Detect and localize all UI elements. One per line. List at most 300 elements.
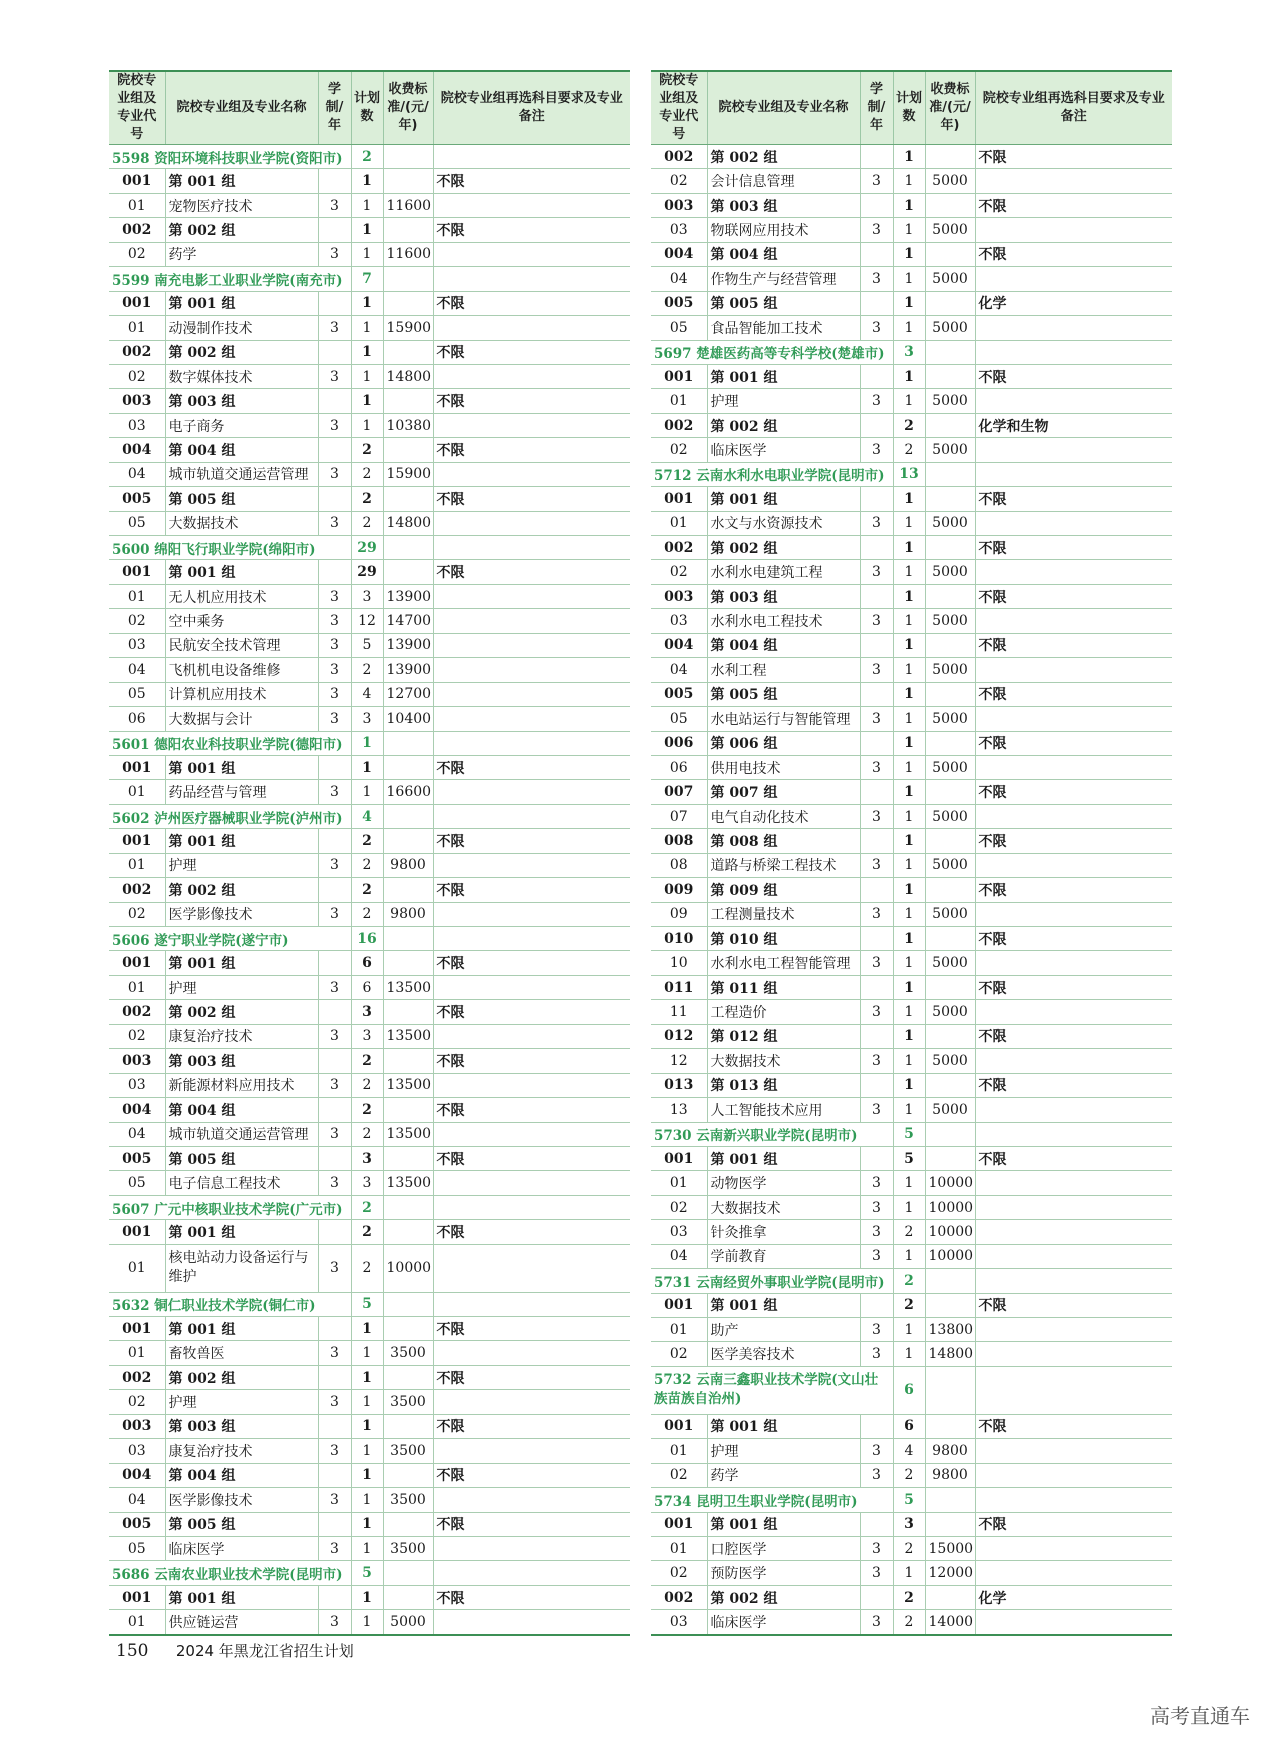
note-cell [433, 242, 630, 266]
major-row [109, 242, 630, 266]
major-row [651, 560, 1172, 584]
major-name: 医学美容技术 [707, 1342, 860, 1366]
header-code: 院校专业组及专业代号 [109, 71, 165, 145]
plan-count: 2 [351, 853, 383, 877]
major-row [651, 755, 1172, 779]
code-cell: 002 [109, 1365, 165, 1389]
years-cell: 3 [318, 707, 351, 731]
years-cell: 3 [318, 1610, 351, 1635]
years-cell: 3 [318, 975, 351, 999]
years-cell [860, 364, 893, 388]
years-cell [860, 682, 893, 706]
code-cell: 02 [651, 560, 707, 584]
plan-count: 1 [893, 560, 925, 584]
fee-cell [925, 462, 975, 486]
note-cell [975, 560, 1172, 584]
fee-cell [383, 1561, 433, 1585]
note-cell: 不限 [975, 242, 1172, 266]
note-cell [433, 902, 630, 926]
plan-count: 1 [351, 242, 383, 266]
years-cell [860, 1414, 893, 1438]
note-cell [975, 511, 1172, 535]
group-row [651, 927, 1172, 951]
code-cell: 01 [651, 1439, 707, 1463]
fee-cell [383, 169, 433, 193]
code-cell: 005 [109, 487, 165, 511]
years-cell: 3 [318, 633, 351, 657]
major-row [651, 218, 1172, 242]
years-cell: 3 [860, 1195, 893, 1219]
code-cell: 002 [109, 878, 165, 902]
group-name: 第 003 组 [165, 1414, 318, 1438]
years-cell [860, 413, 893, 437]
years-cell: 3 [318, 584, 351, 608]
note-cell [433, 609, 630, 633]
group-row [109, 291, 630, 315]
major-row [109, 511, 630, 535]
fee-cell: 5000 [925, 1000, 975, 1024]
plan-count: 1 [351, 364, 383, 388]
note-cell: 不限 [975, 193, 1172, 217]
group-name: 第 001 组 [707, 1512, 860, 1536]
note-cell [975, 1171, 1172, 1195]
major-name: 核电站动力设备运行与维护 [165, 1244, 318, 1292]
major-name: 计算机应用技术 [165, 682, 318, 706]
years-cell: 3 [860, 902, 893, 926]
institution-name: 5606 遂宁职业学院(遂宁市) [109, 927, 351, 951]
note-cell: 不限 [433, 1049, 630, 1073]
group-name: 第 001 组 [165, 829, 318, 853]
institution-row [109, 731, 630, 755]
plan-count: 2 [351, 902, 383, 926]
fee-cell: 5000 [383, 1610, 433, 1635]
group-name: 第 002 组 [165, 1365, 318, 1389]
plan-count: 1 [351, 340, 383, 364]
note-cell: 不限 [433, 1512, 630, 1536]
plan-count: 29 [351, 560, 383, 584]
group-row [651, 1073, 1172, 1097]
major-row [651, 1342, 1172, 1366]
plan-count: 1 [893, 707, 925, 731]
major-name: 水利工程 [707, 658, 860, 682]
years-cell: 3 [860, 1439, 893, 1463]
plan-count: 1 [893, 975, 925, 999]
years-cell [318, 1000, 351, 1024]
fee-cell: 13900 [383, 633, 433, 657]
major-row [109, 1171, 630, 1195]
major-name: 康复治疗技术 [165, 1024, 318, 1048]
fee-cell: 5000 [925, 1098, 975, 1122]
note-cell: 不限 [433, 1365, 630, 1389]
group-row [651, 1024, 1172, 1048]
plan-count: 3 [351, 584, 383, 608]
major-row [109, 1341, 630, 1365]
major-row [109, 633, 630, 657]
institution-row [109, 145, 630, 169]
fee-cell: 5000 [925, 267, 975, 291]
fee-cell [925, 242, 975, 266]
note-cell [975, 609, 1172, 633]
note-cell [433, 1024, 630, 1048]
years-cell: 3 [860, 218, 893, 242]
major-name: 物联网应用技术 [707, 218, 860, 242]
plan-count: 1 [351, 193, 383, 217]
note-cell: 不限 [975, 1512, 1172, 1536]
institution-name: 5599 南充电影工业职业学院(南充市) [109, 267, 351, 291]
years-cell: 3 [860, 316, 893, 340]
note-cell [975, 1122, 1172, 1146]
institution-name: 5607 广元中核职业技术学院(广元市) [109, 1195, 351, 1219]
institution-row [651, 1269, 1172, 1293]
note-cell: 不限 [975, 927, 1172, 951]
group-name: 第 002 组 [165, 1000, 318, 1024]
code-cell: 01 [109, 1610, 165, 1635]
note-cell [433, 145, 630, 169]
major-name: 电子信息工程技术 [165, 1171, 318, 1195]
group-name: 第 002 组 [165, 340, 318, 364]
years-cell: 3 [860, 1561, 893, 1585]
fee-cell: 16600 [383, 780, 433, 804]
code-cell: 001 [109, 1585, 165, 1609]
plan-count: 1 [351, 1536, 383, 1560]
group-row [109, 389, 630, 413]
plan-count: 2 [351, 487, 383, 511]
years-cell: 3 [860, 1171, 893, 1195]
major-row [109, 193, 630, 217]
note-cell [433, 1073, 630, 1097]
code-cell: 01 [651, 389, 707, 413]
major-row [109, 462, 630, 486]
code-cell: 03 [651, 218, 707, 242]
major-name: 电气自动化技术 [707, 804, 860, 828]
years-cell: 3 [318, 780, 351, 804]
major-name: 宠物医疗技术 [165, 193, 318, 217]
note-cell [433, 658, 630, 682]
institution-name: 5632 铜仁职业技术学院(铜仁市) [109, 1292, 351, 1316]
group-row [109, 560, 630, 584]
code-cell: 01 [109, 853, 165, 877]
fee-cell: 9800 [383, 902, 433, 926]
plan-count: 1 [893, 242, 925, 266]
fee-cell [383, 145, 433, 169]
years-cell [318, 1220, 351, 1244]
group-name: 第 008 组 [707, 829, 860, 853]
plan-count: 1 [893, 1000, 925, 1024]
code-cell: 02 [651, 1463, 707, 1487]
note-cell: 不限 [433, 218, 630, 242]
fee-cell [925, 584, 975, 608]
group-name: 第 001 组 [165, 755, 318, 779]
major-name: 大数据与会计 [165, 707, 318, 731]
major-row [109, 1390, 630, 1414]
plan-count: 1 [893, 389, 925, 413]
note-cell [975, 1244, 1172, 1268]
group-row [651, 584, 1172, 608]
code-cell: 002 [651, 536, 707, 560]
group-row [651, 536, 1172, 560]
major-name: 新能源材料应用技术 [165, 1073, 318, 1097]
fee-cell: 13500 [383, 975, 433, 999]
plan-count: 2 [893, 1463, 925, 1487]
plan-count: 1 [893, 218, 925, 242]
years-cell: 3 [860, 1220, 893, 1244]
institution-row [651, 462, 1172, 486]
major-row [651, 1463, 1172, 1487]
group-row [109, 1049, 630, 1073]
table-body [651, 145, 1172, 1635]
code-cell: 05 [109, 1536, 165, 1560]
major-row [651, 1098, 1172, 1122]
code-cell: 07 [651, 804, 707, 828]
fee-cell [383, 951, 433, 975]
years-cell [318, 487, 351, 511]
plan-count: 4 [351, 682, 383, 706]
fee-cell: 5000 [925, 902, 975, 926]
code-cell: 01 [651, 1318, 707, 1342]
fee-cell: 10000 [383, 1244, 433, 1292]
years-cell: 3 [860, 1318, 893, 1342]
major-name: 药学 [165, 242, 318, 266]
plan-count: 3 [893, 1512, 925, 1536]
institution-name: 5731 云南经贸外事职业学院(昆明市) [651, 1269, 893, 1293]
group-name: 第 001 组 [707, 364, 860, 388]
note-cell: 不限 [975, 1146, 1172, 1170]
plan-count: 1 [893, 804, 925, 828]
years-cell: 3 [318, 1024, 351, 1048]
fee-cell [383, 878, 433, 902]
note-cell [975, 707, 1172, 731]
group-row [109, 951, 630, 975]
plan-count: 3 [351, 1000, 383, 1024]
note-cell [975, 853, 1172, 877]
note-cell [975, 218, 1172, 242]
group-name: 第 010 组 [707, 927, 860, 951]
group-row [109, 169, 630, 193]
major-row [651, 853, 1172, 877]
note-cell [433, 584, 630, 608]
code-cell: 002 [651, 145, 707, 169]
fee-cell: 13500 [383, 1122, 433, 1146]
group-name: 第 003 组 [165, 389, 318, 413]
plan-count: 1 [893, 193, 925, 217]
note-cell: 不限 [975, 975, 1172, 999]
major-name: 口腔医学 [707, 1536, 860, 1560]
major-row [109, 584, 630, 608]
plan-count: 1 [351, 1585, 383, 1609]
major-row [651, 707, 1172, 731]
institution-name: 5600 绵阳飞行职业学院(绵阳市) [109, 536, 351, 560]
note-cell [433, 462, 630, 486]
major-row [109, 413, 630, 437]
plan-count: 1 [351, 291, 383, 315]
fee-cell [383, 1146, 433, 1170]
group-name: 第 005 组 [165, 1512, 318, 1536]
note-cell: 不限 [433, 1098, 630, 1122]
group-row [651, 193, 1172, 217]
major-name: 飞机机电设备维修 [165, 658, 318, 682]
code-cell: 11 [651, 1000, 707, 1024]
code-cell: 012 [651, 1024, 707, 1048]
years-cell [860, 242, 893, 266]
fee-cell: 14800 [383, 511, 433, 535]
note-cell: 不限 [433, 1220, 630, 1244]
group-row [109, 1512, 630, 1536]
years-cell: 3 [860, 658, 893, 682]
note-cell [433, 1244, 630, 1292]
plan-count: 1 [893, 1098, 925, 1122]
page-number: 150 [116, 1641, 149, 1661]
code-cell: 003 [109, 389, 165, 413]
plan-count: 2 [351, 1244, 383, 1292]
note-cell: 化学 [975, 1585, 1172, 1609]
plan-count: 1 [893, 511, 925, 535]
plan-count: 1 [893, 1195, 925, 1219]
note-cell: 不限 [433, 1146, 630, 1170]
note-cell: 化学和生物 [975, 413, 1172, 437]
fee-cell: 15900 [383, 316, 433, 340]
fee-cell [383, 804, 433, 828]
major-name: 临床医学 [707, 438, 860, 462]
years-cell: 3 [318, 1244, 351, 1292]
code-cell: 001 [109, 1317, 165, 1341]
major-row [651, 1561, 1172, 1585]
fee-cell: 5000 [925, 707, 975, 731]
major-name: 动漫制作技术 [165, 316, 318, 340]
code-cell: 005 [651, 291, 707, 315]
note-cell: 不限 [975, 1293, 1172, 1317]
note-cell [433, 633, 630, 657]
group-name: 第 001 组 [707, 1414, 860, 1438]
institution-row [109, 927, 630, 951]
fee-cell: 5000 [925, 169, 975, 193]
plan-count: 2 [893, 1293, 925, 1317]
code-cell: 05 [651, 707, 707, 731]
plan-count: 2 [893, 1610, 925, 1635]
plan-count: 2 [893, 413, 925, 437]
years-cell: 3 [860, 1000, 893, 1024]
note-cell: 不限 [433, 389, 630, 413]
years-cell [318, 169, 351, 193]
institution-row [651, 1122, 1172, 1146]
plan-count: 6 [351, 951, 383, 975]
code-cell: 06 [651, 755, 707, 779]
group-name: 第 004 组 [707, 242, 860, 266]
note-cell [433, 364, 630, 388]
note-cell [433, 1390, 630, 1414]
group-row [651, 975, 1172, 999]
note-cell [975, 438, 1172, 462]
years-cell [318, 1414, 351, 1438]
fee-cell: 13900 [383, 584, 433, 608]
years-cell [860, 1146, 893, 1170]
note-cell [433, 804, 630, 828]
fee-cell [925, 145, 975, 169]
group-name: 第 002 组 [707, 413, 860, 437]
major-name: 大数据技术 [165, 511, 318, 535]
note-cell [975, 902, 1172, 926]
major-row [651, 511, 1172, 535]
institution-row [109, 1561, 630, 1585]
code-cell: 01 [109, 975, 165, 999]
plan-count: 1 [351, 1463, 383, 1487]
note-cell [975, 389, 1172, 413]
fee-cell [925, 633, 975, 657]
note-cell [433, 1561, 630, 1585]
fee-cell: 9800 [925, 1463, 975, 1487]
group-row [109, 1365, 630, 1389]
code-cell: 02 [109, 609, 165, 633]
plan-count: 4 [351, 804, 383, 828]
years-cell: 3 [318, 1073, 351, 1097]
code-cell: 010 [651, 927, 707, 951]
table-header [109, 71, 630, 145]
major-name: 工程测量技术 [707, 902, 860, 926]
fee-cell [925, 1122, 975, 1146]
note-cell: 不限 [975, 1073, 1172, 1097]
fee-cell: 12000 [925, 1561, 975, 1585]
years-cell: 3 [860, 560, 893, 584]
group-name: 第 001 组 [165, 1585, 318, 1609]
code-cell: 04 [651, 658, 707, 682]
group-name: 第 001 组 [165, 1317, 318, 1341]
fee-cell [383, 438, 433, 462]
years-cell: 3 [318, 462, 351, 486]
plan-count: 2 [351, 1220, 383, 1244]
years-cell [318, 560, 351, 584]
plan-count: 2 [893, 1585, 925, 1609]
institution-name: 5697 楚雄医药高等专科学校(楚雄市) [651, 340, 893, 364]
fee-cell: 10000 [925, 1220, 975, 1244]
code-cell: 001 [651, 1512, 707, 1536]
group-name: 第 013 组 [707, 1073, 860, 1097]
group-row [651, 1512, 1172, 1536]
note-cell: 不限 [433, 1000, 630, 1024]
code-cell: 001 [651, 487, 707, 511]
code-cell: 003 [651, 584, 707, 608]
plan-count: 1 [351, 169, 383, 193]
code-cell: 04 [109, 1122, 165, 1146]
group-row [651, 1293, 1172, 1317]
code-cell: 05 [651, 316, 707, 340]
code-cell: 005 [109, 1146, 165, 1170]
plan-count: 2 [351, 438, 383, 462]
fee-cell [383, 340, 433, 364]
header-plan: 计划数 [351, 71, 383, 145]
group-row [651, 145, 1172, 169]
code-cell: 04 [109, 1488, 165, 1512]
code-cell: 01 [109, 584, 165, 608]
plan-count: 1 [351, 755, 383, 779]
group-name: 第 001 组 [707, 487, 860, 511]
fee-cell [383, 487, 433, 511]
fee-cell [925, 1269, 975, 1293]
plan-count: 5 [893, 1146, 925, 1170]
fee-cell [383, 1098, 433, 1122]
fee-cell: 3500 [383, 1390, 433, 1414]
note-cell [433, 707, 630, 731]
group-name: 第 005 组 [165, 1146, 318, 1170]
institution-name: 5734 昆明卫生职业学院(昆明市) [651, 1488, 893, 1512]
note-cell [433, 975, 630, 999]
plan-count: 6 [893, 1414, 925, 1438]
major-row [109, 1122, 630, 1146]
years-cell: 3 [860, 1342, 893, 1366]
major-row [109, 1244, 630, 1292]
major-row [109, 1536, 630, 1560]
major-row [109, 1439, 630, 1463]
fee-cell [383, 291, 433, 315]
years-cell: 3 [860, 1536, 893, 1560]
